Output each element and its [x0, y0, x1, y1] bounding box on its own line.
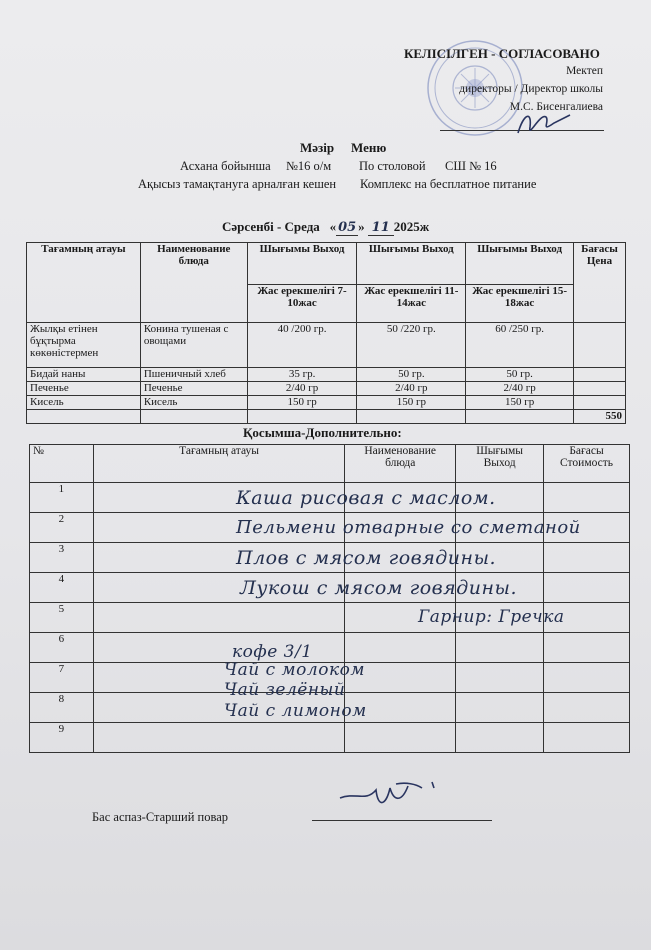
output-7-10: 40 /200 гр. [247, 323, 357, 368]
canteen-kz-number: №16 о/м [286, 159, 332, 173]
dish-name-ru: Конина тушеная с овощами [140, 323, 247, 368]
output-7-10: 150 гр [247, 396, 357, 410]
col-header-output-3: Шығымы Выход [466, 243, 574, 285]
canteen-ru: По столовой [359, 159, 426, 173]
date-year: 2025ж [393, 219, 430, 234]
date-month: 11 [368, 220, 394, 236]
date-line [222, 219, 429, 235]
output-15-18: 60 /250 гр. [466, 323, 574, 368]
output-11-14: 150 гр [357, 396, 466, 410]
col-header-price: Бағасы Цена [574, 243, 626, 323]
price-cell [574, 323, 626, 368]
col-header-name-kz: Тағамның атауы [27, 243, 141, 323]
weekday: Сәрсенбі - Среда [222, 219, 320, 234]
row-number: 8 [30, 693, 94, 723]
col-header-name-kz: Тағамның атауы [93, 445, 344, 483]
additional-title: Қосымша-Дополнительно: [243, 425, 402, 440]
approval-school: Мектеп [566, 65, 603, 77]
handwritten-entry: Чай зелёный [224, 680, 346, 700]
table-row [27, 368, 626, 382]
output-15-18: 50 гр. [466, 368, 574, 382]
complex-kz: Ақысыз тамақтануга арналған кешен [138, 177, 337, 191]
output-7-10: 35 гр. [247, 368, 357, 382]
table-row [30, 633, 630, 663]
row-number: 6 [30, 633, 94, 663]
col-header-output-2: Шығымы Выход [357, 243, 466, 285]
chef-signature-line [312, 820, 492, 821]
dish-name-kz: Жылқы етінен бұқтырма көкөністермен [27, 323, 141, 368]
main-menu-table [26, 242, 626, 424]
handwritten-entry: Лукош с мясом говядины. [240, 577, 518, 599]
row-number: 9 [30, 723, 94, 753]
total-row [27, 410, 626, 424]
handwritten-entry: Плов с мясом говядины. [236, 547, 497, 569]
output-11-14: 50 /220 гр. [357, 323, 466, 368]
row-number: 1 [30, 483, 94, 513]
col-header-age-7-10: Жас ерекшелігі 7-10жас [247, 285, 357, 323]
dish-name-ru: Печенье [140, 382, 247, 396]
row-number: 3 [30, 543, 94, 573]
table-row [27, 396, 626, 410]
col-header-output: Шығымы Выход [456, 445, 544, 483]
date-open-quote: « [329, 219, 337, 234]
dish-name-ru: Пшеничный хлеб [140, 368, 247, 382]
head-chef-label: Бас аспаз-Старший повар [92, 810, 229, 824]
table-row [27, 382, 626, 396]
output-7-10: 2/40 гр [247, 382, 357, 396]
table-row [30, 723, 630, 753]
row-number: 7 [30, 663, 94, 693]
menu-title-kz: Мәзір [300, 140, 335, 155]
complex-ru: Комплекс на бесплатное питание [360, 177, 537, 191]
col-header-cost: Бағасы Стоимость [544, 445, 630, 483]
menu-title-ru: Меню [351, 140, 387, 155]
canteen-kz: Асхана бойынша [180, 159, 271, 173]
price-cell [574, 396, 626, 410]
approval-director: директоры / Директор школы [459, 83, 603, 95]
handwritten-entry: Чай с лимоном [224, 701, 367, 721]
date-day: 05 [338, 220, 357, 235]
director-signature [510, 103, 580, 143]
chef-signature [336, 778, 446, 818]
row-number: 2 [30, 513, 94, 543]
row-number: 5 [30, 603, 94, 633]
dish-name-kz: Бидай наны [27, 368, 141, 382]
approval-director-name: М.С. Бисенгалиева [509, 101, 603, 113]
col-header-name-ru: Наименование блюда [140, 243, 247, 323]
row-number: 4 [30, 573, 94, 603]
price-cell [574, 368, 626, 382]
dish-name-kz: Печенье [27, 382, 141, 396]
dish-name-kz: Кисель [27, 396, 141, 410]
output-15-18: 150 гр [466, 396, 574, 410]
canteen-ru-number: СШ № 16 [445, 159, 497, 173]
col-header-name-ru: Наименование блюда [345, 445, 456, 483]
table-row [27, 323, 626, 368]
handwritten-entry: Чай с молоком [224, 660, 365, 680]
handwritten-entry: кофе 3/1 [232, 642, 313, 662]
output-11-14: 50 гр. [357, 368, 466, 382]
col-header-age-15-18: Жас ерекшелігі 15-18жас [466, 285, 574, 323]
output-11-14: 2/40 гр [357, 382, 466, 396]
approval-title: КЕЛІСІЛГЕН - СОГЛАСОВАНО [404, 46, 600, 61]
handwritten-entry: Каша рисовая с маслом. [236, 487, 496, 509]
handwritten-entry: Пельмени отварные со сметаной [236, 517, 581, 538]
dish-name-ru: Кисель [140, 396, 247, 410]
col-header-age-11-14: Жас ерекшелігі 11-14жас [357, 285, 466, 323]
output-15-18: 2/40 гр [466, 382, 574, 396]
price-cell [574, 382, 626, 396]
total-price: 550 [574, 410, 626, 424]
col-header-output-1: Шығымы Выход [247, 243, 357, 285]
date-close-quote: » [358, 219, 365, 234]
handwritten-entry: Гарнир: Гречка [418, 607, 565, 627]
col-header-number: № [30, 445, 94, 483]
